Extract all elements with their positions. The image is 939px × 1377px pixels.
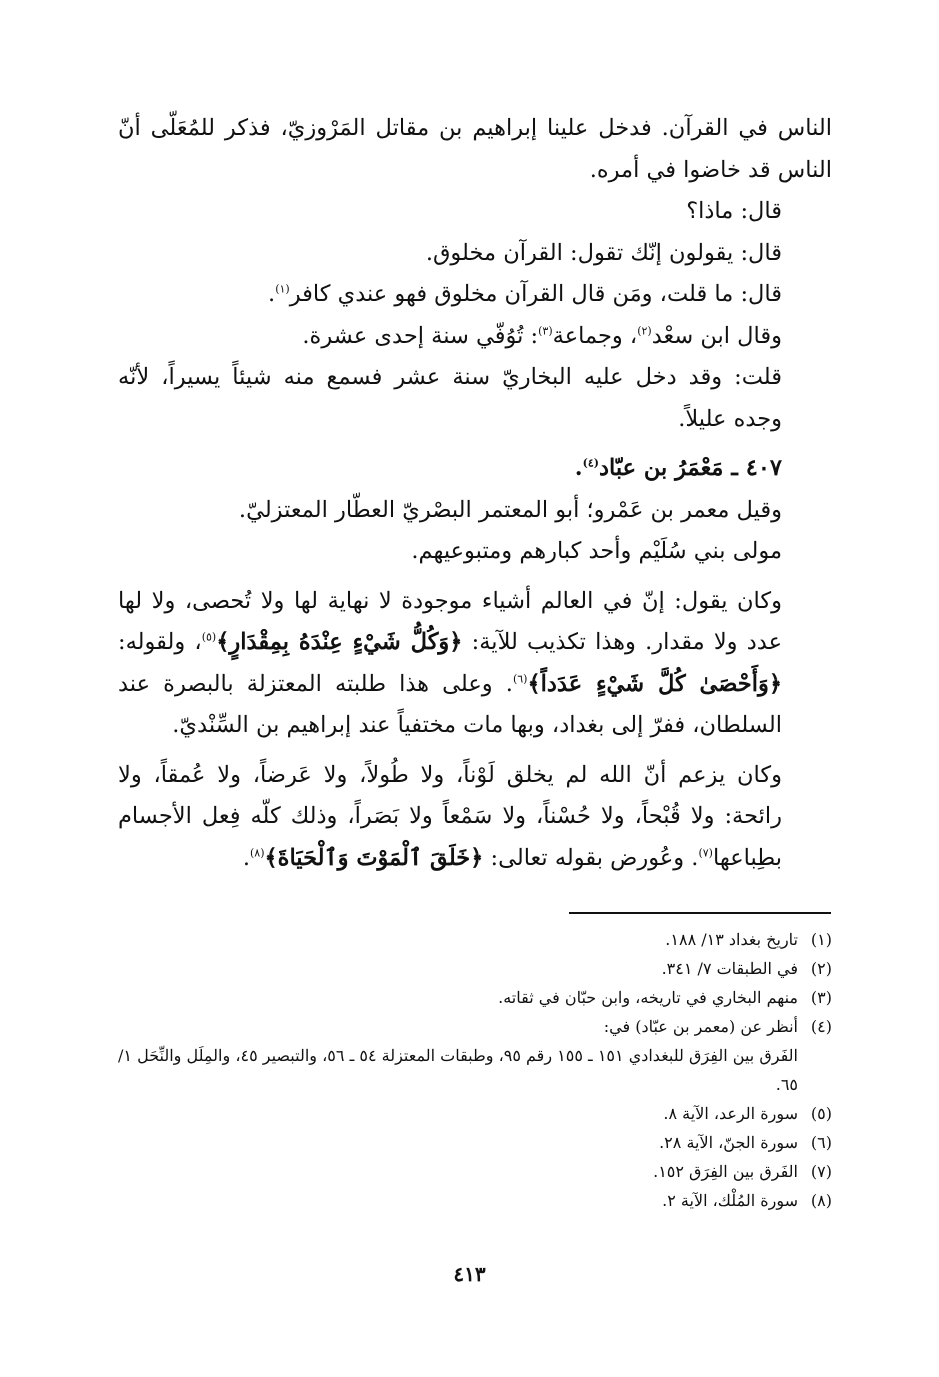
entry-line-2: مولى بني سُلَيْم وأحد كبارهم ومتبوعيهم. (411, 538, 782, 564)
footnote-text: منهم البخاري في تاريخه، وابن حبّان في ثقاته. (498, 988, 798, 1007)
paragraph-dialogue-1: قال: ماذا؟ (686, 198, 782, 224)
entry-line-1: وقيل معمر بن عَمْرو؛ أبو المعتمر البصْريّ العطّار المعتزليّ. (238, 496, 782, 523)
ibn-saad-end: : تُوُفّي سنة إحدى عشرة. (302, 322, 539, 349)
footnote-1 (118, 925, 832, 954)
footnote-ref-7: (٧) (698, 846, 713, 859)
footnote-ref-2: (٢) (637, 324, 652, 337)
paragraph-kana-yazum (118, 755, 832, 880)
paragraph-dialogue-3 (118, 274, 832, 316)
quran-quote-1: ﴿وَكُلُّ شَيْءٍ عِنْدَهُ بِمِقْدَارٍ﴾ (216, 629, 463, 655)
footnote-4-continuation: الفَرق بين الفِرَق للبغدادي ١٥١ ـ ١٥٥ رقم ٩٥، وطبقات المعتزلة ٥٤ ـ ٥٦، والتبصير ٤٥، والمِلَل والنِّحَل ١/ ٦٥. (118, 1046, 798, 1094)
footnote-number: (٧) (810, 1162, 832, 1181)
footnote-number: (٦) (810, 1133, 832, 1152)
dialogue-3-end: . (268, 281, 276, 307)
para1-text-a: وكان يقول: إنّ في العالم أشياء موجودة لا نهاية لها ولا تُحصى، ولا لها عدد ولا مقدار. وهذا تكذيب للآية: (118, 587, 783, 655)
footnote-6 (118, 1128, 832, 1157)
footnote-5 (118, 1099, 832, 1128)
footnote-text: سورة الرعد، الآية ٨. (663, 1104, 798, 1123)
footnote-divider (569, 912, 831, 914)
paragraph-qultu: قلت: وقد دخل عليه البخاريّ سنة عشر فسمع منه شيئاً يسيراً، لأنّه وجده عليلاً. (118, 364, 782, 432)
footnote-number: (٢) (810, 959, 832, 978)
footnote-number: (٥) (810, 1104, 832, 1123)
footnotes (118, 925, 832, 1215)
quran-quote-2: ﴿وَأَحْصَىٰ كُلَّ شَيْءٍ عَدَداً﴾ (527, 670, 783, 697)
footnote-ref-4: (٤) (582, 456, 599, 470)
footnote-text: سورة الجنّ، الآية ٢٨. (659, 1133, 798, 1152)
paragraph-intro: الناس في القرآن. فدخل علينا إبراهيم بن مقاتل المَرْوزيّ، فذكر للمُعَلّى أنّ الناس قد خاضوا في أمره. (118, 115, 832, 183)
footnote-2 (118, 954, 832, 983)
ibn-saad-mid: ، وجماعة (552, 322, 638, 349)
page-number: ٤١٣ (453, 1262, 486, 1286)
paragraph-ibn-saad (118, 316, 832, 358)
footnote-number: (١) (810, 930, 832, 949)
footnote-number: (٣) (810, 988, 832, 1007)
footnote-4 (118, 1012, 832, 1041)
entry-heading (118, 448, 832, 490)
footnote-ref-1: (١) (275, 282, 290, 296)
footnote-ref-6: (٦) (512, 672, 528, 685)
main-text (118, 108, 832, 879)
footnote-8 (118, 1186, 832, 1215)
footnote-number: (٤) (810, 1017, 832, 1036)
footnote-text: سورة المُلْك، الآية ٢. (662, 1191, 798, 1210)
footnote-text: تاريخ بغداد ١٣/ ١٨٨. (665, 930, 798, 949)
para1-text-c: . وعلى هذا طلبته المعتزلة بالبصرة عند السلطان، ففرّ إلى بغداد، وبها مات مختفياً عند إبراهيم بن السِّنْديّ. (118, 670, 782, 738)
para1-text-b: ، ولقوله: (118, 629, 202, 655)
ibn-saad-text: وقال ابن سعْد (651, 322, 782, 349)
footnote-text: الفَرق بين الفِرَق ١٥٢. (653, 1162, 798, 1181)
para2-text-a: وكان يزعم أنّ الله لم يخلق لَوْناً، ولا طُولاً، ولا عَرضاً، ولا عُمقاً، ولا رائحة: ولا قُبْحاً، ولا حُسْناً، ولا سَمْعاً ولا بَصَراً، وذلك كلّه فِعل الأجسام بطِباعها (118, 761, 782, 871)
dialogue-3-text: قال: ما قلت، ومَن قال القرآن مخلوق فهو عندي كافر (289, 281, 782, 307)
footnote-7 (118, 1157, 832, 1186)
footnote-ref-8: (٨) (249, 846, 265, 859)
footnote-ref-3: (٣) (538, 324, 553, 337)
para2-text-c: . (242, 844, 250, 871)
footnote-ref-5: (٥) (201, 630, 217, 644)
paragraph-dialogue-2: قال: يقولون إنّك تقول: القرآن مخلوق. (425, 239, 782, 266)
entry-heading-end: . (574, 455, 583, 481)
entry-heading-text: ٤٠٧ ـ مَعْمَرُ بن عبّاد (599, 455, 782, 481)
para2-text-b: . وعُورض بقوله تعالى: (483, 844, 699, 871)
footnote-text: في الطبقات ٧/ ٣٤١. (661, 959, 798, 978)
quran-quote-3: ﴿خَلَقَ ٱلْمَوْتَ وَٱلْحَيَاةَ﴾ (264, 844, 484, 871)
footnote-3 (118, 983, 832, 1012)
footnote-number: (٨) (810, 1191, 832, 1210)
footnote-text: أنظر عن (معمر بن عبّاد) في: (603, 1017, 798, 1036)
paragraph-kana-yaqul (118, 581, 832, 747)
